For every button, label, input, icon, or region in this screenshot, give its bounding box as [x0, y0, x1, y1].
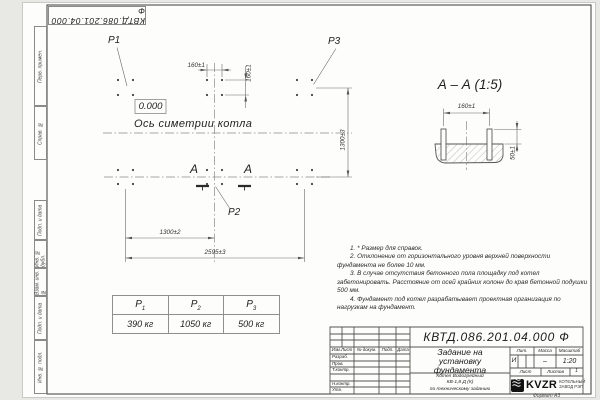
lit-value: И	[511, 357, 517, 365]
anchor-bolt-points	[117, 79, 313, 185]
section-concrete-pad	[435, 129, 503, 163]
note-4: 4. Фундамент под котел разрабатывает проектная организация по нагрузкам на фундамент.	[337, 295, 561, 312]
elevation-mark: 0.000	[138, 100, 163, 112]
rev-row-nkontr: Н.контр.	[332, 380, 351, 386]
corner-stamp-text: КВТД.086.201.04.000 Ф	[51, 5, 145, 26]
mass-label: Масса	[538, 347, 552, 353]
subtitle-line-1: Котел Водогрейный	[436, 374, 484, 379]
margin-inv-podl: Инв. № подл.	[34, 340, 47, 394]
mass-value: –	[543, 357, 547, 365]
title-line-1: Задание на	[437, 347, 483, 357]
section-letter-left: А	[189, 162, 198, 177]
notes-block	[337, 245, 589, 313]
section-letter-right: А	[243, 162, 252, 177]
margin-perv-primen: Перв. примен.	[34, 26, 47, 106]
foundation-bolt-right	[487, 129, 492, 160]
rev-col-izm-list: Изм.Лист	[331, 347, 353, 353]
sheets-label: Листов	[547, 368, 564, 374]
sheets-value: 1	[575, 368, 578, 375]
note-2: 2. Отклонение от горизонтального уровня верхней поверхности фундамента не более 10 мм.	[337, 253, 551, 269]
subtitle-line-3: по техническому заданию	[429, 386, 491, 392]
title-block-subtitle	[410, 374, 510, 393]
rev-col-data: Дата	[397, 347, 409, 353]
rev-row-prov: Пров.	[332, 360, 344, 366]
lit-label: Лит.	[516, 347, 528, 353]
load-point-label-p3: P3	[328, 36, 341, 47]
title-block-doc-number: КВТД.086.201.04.000 Ф	[423, 329, 570, 344]
loads-header-p1: $P_1$	[113, 296, 169, 315]
rev-col-podp: Подп.	[381, 347, 394, 353]
rev-row-utv: Утв.	[332, 387, 342, 392]
kvzr-logo-subtext: КОТЕЛЬНЫЙ ЗАВОД РЭП	[559, 379, 586, 389]
note-1: 1. * Размер для справок.	[350, 245, 423, 252]
loads-table-header-row	[113, 296, 280, 315]
rev-col-doc: № докум.	[356, 347, 377, 353]
margin-vzam-inv: Взам. инв. №	[34, 268, 47, 296]
loads-value-p1: 390 кг	[113, 315, 169, 334]
rev-row-razrab: Разраб.	[332, 354, 348, 359]
load-point-label-p1: P1	[108, 35, 121, 46]
kvzr-logo-icon	[511, 379, 524, 392]
dim-160-side: 160±1	[244, 63, 252, 82]
format-label: Формат А3	[532, 393, 561, 400]
loads-value-p2: 1050 кг	[168, 315, 224, 334]
dim-1300-right: 1300±3	[339, 129, 347, 151]
margin-podp-data-1: Подп. и дата	[34, 200, 47, 240]
corner-stamp	[48, 6, 146, 25]
section-cut-marks	[196, 186, 251, 191]
rev-row-tkontr: Т.контр.	[332, 367, 350, 372]
dim-1300-bottom: 1300±2	[159, 229, 181, 237]
section-view-title: А – А (1:5)	[437, 76, 503, 92]
loads-value-p3: 500 кг	[224, 315, 280, 334]
note-3: 3. В случае отсутствия бетонного пола площадку под котел забетонировать. Расстояние от осей крайних колонн до края бетонной подушки 500 мм.	[337, 270, 588, 295]
title-line-2: установку	[438, 355, 482, 366]
foundation-bolt-left	[441, 129, 446, 160]
loads-header-p2: $P_2$	[168, 296, 224, 315]
load-point-label-p2: P2	[228, 207, 241, 218]
margin-inv-dubl: Инв. № дубл.	[34, 240, 47, 268]
loads-table-value-row	[113, 315, 280, 334]
section-dim-50: 50±1	[509, 146, 517, 160]
dim-160-top: 160±1	[187, 62, 205, 69]
boiler-symmetry-axis-label: Ось симетрии котла	[134, 118, 253, 130]
dim-2595: 2595±3	[204, 249, 226, 257]
scale-label: Масштаб	[558, 347, 581, 353]
manufacturer-logo-row	[511, 377, 586, 393]
loads-header-p3: $P_3$	[224, 296, 280, 315]
scale-value: 1:20	[562, 357, 577, 365]
kvzr-logo-text: KVZR	[526, 379, 558, 391]
title-block-title	[410, 348, 510, 375]
subtitle-line-2: КВ-1,8 Д (К)	[446, 380, 474, 386]
loads-table	[112, 295, 280, 334]
margin-sprav-no: Справ. №	[34, 106, 47, 160]
margin-podp-data-2: Подп. и дата	[34, 296, 47, 340]
section-dim-160: 160±1	[457, 103, 476, 111]
sheet-label: Лист	[519, 368, 532, 374]
title-line-3: фундамента	[433, 364, 487, 375]
